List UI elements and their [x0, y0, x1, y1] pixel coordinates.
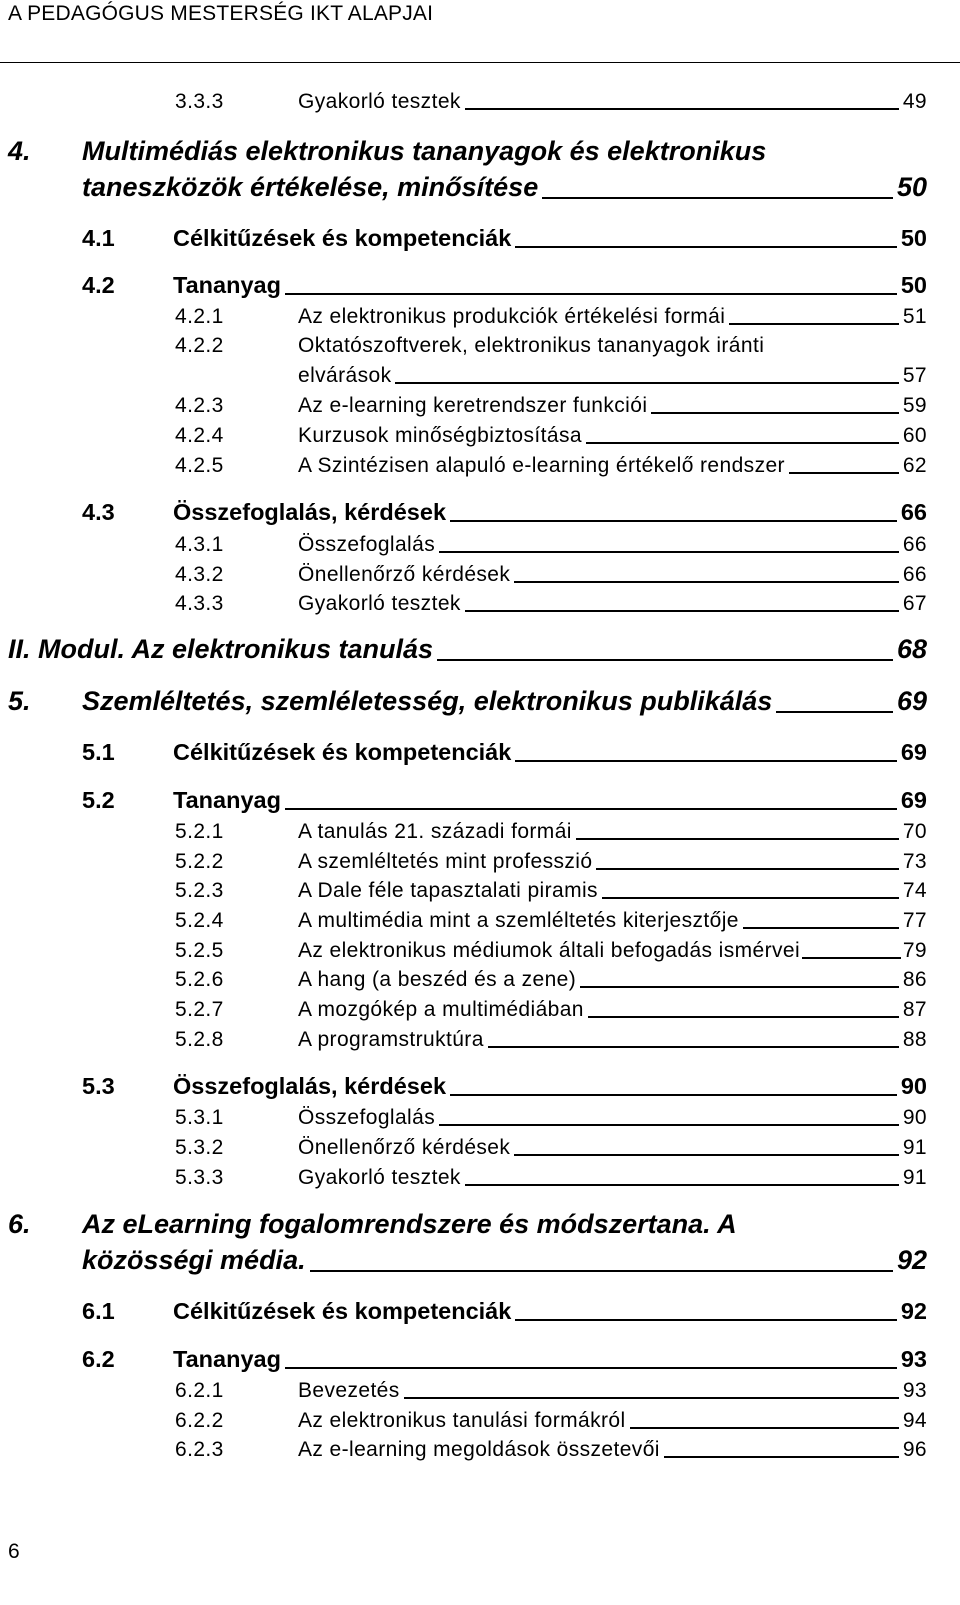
toc-leader	[576, 838, 899, 840]
toc-page: 50	[900, 225, 927, 251]
toc-number: 5.2.7	[175, 998, 224, 1021]
toc-page: 77	[902, 909, 927, 932]
toc-title: Célkitűzések és kompetenciák	[173, 225, 512, 251]
toc-leader	[802, 957, 901, 959]
toc-page: 90	[902, 1106, 927, 1129]
toc-number: 5.2.2	[175, 850, 224, 873]
toc-title: A szemléltetés mint professzió	[298, 850, 593, 873]
toc-entry-4-2-2[interactable]	[298, 364, 927, 388]
toc-entry-4-3-2[interactable]	[175, 563, 927, 587]
toc-page: 69	[900, 739, 927, 765]
running-header: A PEDAGÓGUS MESTERSÉG IKT ALAPJAI	[8, 2, 434, 25]
toc-page: 96	[902, 1438, 927, 1461]
toc-leader	[285, 1367, 897, 1369]
toc-title: Tananyag	[173, 1346, 281, 1372]
toc-leader	[602, 897, 899, 899]
toc-number: 4.2.2	[175, 334, 224, 357]
toc-leader	[514, 581, 899, 583]
toc-page: 51	[902, 305, 927, 328]
toc-leader	[439, 1124, 899, 1126]
toc-number: 5.2	[82, 787, 115, 813]
toc-title: Tananyag	[173, 272, 281, 298]
toc-page: 93	[900, 1346, 927, 1372]
toc-leader	[515, 246, 897, 248]
toc-entry-5-3-1[interactable]	[175, 1106, 927, 1130]
toc-number: 4.2.5	[175, 454, 224, 477]
toc-number: 6.1	[82, 1298, 115, 1324]
toc-leader	[395, 382, 898, 384]
toc-leader	[515, 760, 897, 762]
toc-number: 5.3.1	[175, 1106, 224, 1129]
toc-entry-6-line1[interactable]	[8, 1209, 737, 1240]
toc-title: Az elektronikus produkciók értékelési formái	[298, 305, 726, 328]
toc-leader	[729, 323, 899, 325]
toc-entry-5-2-4[interactable]	[175, 909, 927, 933]
toc-leader	[596, 868, 898, 870]
toc-title: Kurzusok minőségbiztosítása	[298, 424, 582, 447]
toc-number: 5.1	[82, 739, 115, 765]
toc-title: közösségi média.	[82, 1245, 306, 1275]
toc-number: 5.3.3	[175, 1166, 224, 1189]
toc-entry-6-1[interactable]	[82, 1298, 927, 1325]
toc-page: 49	[902, 90, 927, 113]
toc-leader	[404, 1397, 899, 1399]
toc-number: 4.2.4	[175, 424, 224, 447]
toc-leader	[465, 610, 899, 612]
toc-entry-4-2[interactable]	[82, 272, 927, 299]
toc-entry-5-2-2[interactable]	[175, 850, 927, 874]
toc-title: Célkitűzések és kompetenciák	[173, 739, 512, 765]
toc-title: II. Modul. Az elektronikus tanulás	[8, 634, 434, 664]
toc-leader	[651, 412, 898, 414]
toc-page: 62	[902, 454, 927, 477]
toc-entry-6-2-2[interactable]	[175, 1409, 927, 1433]
toc-leader	[588, 1016, 899, 1018]
toc-entry-5-2-5[interactable]	[175, 939, 927, 963]
toc-leader	[542, 197, 893, 199]
toc-number: 4.3.2	[175, 563, 224, 586]
toc-title: Az e-learning megoldások összetevői	[298, 1438, 660, 1461]
toc-leader	[514, 1154, 899, 1156]
toc-leader	[586, 442, 899, 444]
toc-leader	[310, 1270, 893, 1272]
toc-leader	[664, 1456, 899, 1458]
toc-leader	[437, 659, 893, 661]
toc-entry-5[interactable]	[8, 686, 927, 717]
toc-title: elvárások	[298, 364, 392, 387]
toc-entry-6-2[interactable]	[82, 1346, 927, 1373]
toc-title: Összefoglalás	[298, 1106, 436, 1129]
toc-page: 69	[900, 787, 927, 813]
toc-entry-5-2-8[interactable]	[175, 1028, 927, 1052]
toc-entry-5-3-2[interactable]	[175, 1136, 927, 1160]
toc-entry-4-2-1[interactable]	[175, 305, 927, 329]
toc-page: 92	[896, 1245, 927, 1275]
toc-entry-5-1[interactable]	[82, 739, 927, 766]
toc-title: Összefoglalás	[298, 533, 436, 556]
toc-leader	[743, 927, 899, 929]
toc-number: 5.2.4	[175, 909, 224, 932]
toc-page: 66	[902, 533, 927, 556]
toc-page: 69	[896, 686, 927, 716]
toc-entry-4-line1[interactable]	[8, 136, 927, 167]
toc-entry-5-2-3[interactable]	[175, 879, 927, 903]
toc-entry-6[interactable]	[82, 1245, 927, 1276]
toc-title: Gyakorló tesztek	[298, 90, 461, 113]
toc-title: Tananyag	[173, 787, 281, 813]
toc-entry-6-2-3[interactable]	[175, 1438, 927, 1462]
toc-entry-4-3-1[interactable]	[175, 533, 927, 557]
toc-number: 5.3.2	[175, 1136, 224, 1159]
toc-page: 91	[902, 1136, 927, 1159]
toc-leader	[465, 108, 899, 110]
toc-entry-4-2-5[interactable]	[175, 454, 927, 478]
toc-page: 86	[902, 968, 927, 991]
toc-page: 90	[900, 1073, 927, 1099]
toc-page: 94	[902, 1409, 927, 1432]
toc-number: 5.2.8	[175, 1028, 224, 1051]
toc-number: 4.3.3	[175, 592, 224, 615]
toc-title: Az elektronikus médiumok általi befogadás ismérvei	[298, 939, 801, 962]
toc-page: 70	[902, 820, 927, 843]
toc-title: Szemléltetés, szemléletesség, elektronikus publikálás	[82, 686, 773, 716]
toc-title: A Dale féle tapasztalati piramis	[298, 879, 598, 902]
toc-number: 6.2.1	[175, 1379, 224, 1402]
toc-page: 74	[902, 879, 927, 902]
toc-page: 79	[902, 939, 927, 962]
toc-number: 4.2.1	[175, 305, 224, 328]
toc-page: 91	[902, 1166, 927, 1189]
toc-number: 5.	[8, 686, 31, 716]
toc-entry-5-3-3[interactable]	[175, 1166, 927, 1190]
toc-title: Összefoglalás, kérdések	[173, 1073, 447, 1099]
toc-entry-5-2-7[interactable]	[175, 998, 927, 1022]
toc-number: 3.3.3	[175, 90, 224, 113]
toc-page: 59	[902, 394, 927, 417]
toc-leader	[580, 986, 899, 988]
toc-title: Célkitűzések és kompetenciák	[173, 1298, 512, 1324]
header-rule	[0, 62, 960, 63]
toc-title: taneszközök értékelése, minősítése	[82, 172, 539, 202]
toc-leader	[285, 293, 897, 295]
toc-leader	[465, 1184, 899, 1186]
toc-entry-4-3[interactable]	[82, 499, 927, 526]
toc-number: 6.2	[82, 1346, 115, 1372]
toc-number: 5.2.3	[175, 879, 224, 902]
toc-page: 50	[900, 272, 927, 298]
toc-title: Oktatószoftverek, elektronikus tananyagok iránti	[298, 334, 765, 357]
toc-title: Gyakorló tesztek	[298, 592, 461, 615]
toc-title: A multimédia mint a szemléltetés kiterjesztője	[298, 909, 739, 932]
toc-entry-4-1[interactable]	[82, 225, 927, 252]
toc-entry-5-3[interactable]	[82, 1073, 927, 1100]
toc-entry-4-2-2-line1[interactable]	[175, 334, 764, 358]
toc-entry-4-2-4[interactable]	[175, 424, 927, 448]
toc-title: Bevezetés	[298, 1379, 400, 1402]
toc-entry-5-2-1[interactable]	[175, 820, 927, 844]
toc-entry-4-3-3[interactable]	[175, 592, 927, 616]
toc-leader	[776, 711, 893, 713]
toc-title: A Szintézisen alapuló e-learning értékelő rendszer	[298, 454, 785, 477]
toc-title: Az eLearning fogalomrendszere és módszertana. A	[82, 1209, 737, 1239]
toc-entry-4-2-3[interactable]	[175, 394, 927, 418]
toc-page: 88	[902, 1028, 927, 1051]
toc-leader	[630, 1427, 899, 1429]
toc-title: Összefoglalás, kérdések	[173, 499, 447, 525]
toc-page: 66	[902, 563, 927, 586]
toc-title: A mozgókép a multimédiában	[298, 998, 584, 1021]
toc-entry-6-2-1[interactable]	[175, 1379, 927, 1403]
toc-title: A programstruktúra	[298, 1028, 484, 1051]
toc-leader	[285, 808, 897, 810]
toc-page: 50	[896, 172, 927, 202]
page-number: 6	[8, 1540, 20, 1563]
toc-entry-module-2[interactable]	[8, 634, 927, 665]
toc-number: 4.3	[82, 499, 115, 525]
toc-page: 92	[900, 1298, 927, 1324]
toc-title: Az elektronikus tanulási formákról	[298, 1409, 626, 1432]
toc-entry-4[interactable]	[82, 172, 927, 203]
toc-page: 57	[902, 364, 927, 387]
toc-number: 4.3.1	[175, 533, 224, 556]
toc-title: Multimédiás elektronikus tananyagok és elektronikus	[82, 136, 767, 166]
toc-number: 6.	[8, 1209, 31, 1239]
toc-page: 67	[902, 592, 927, 615]
toc-number: 4.2.3	[175, 394, 224, 417]
toc-number: 4.	[8, 136, 31, 166]
toc-number: 6.2.3	[175, 1438, 224, 1461]
toc-leader	[789, 472, 899, 474]
toc-page: 60	[902, 424, 927, 447]
toc-leader	[450, 1094, 897, 1096]
toc-title: Az e-learning keretrendszer funkciói	[298, 394, 648, 417]
toc-title: Önellenőrző kérdések	[298, 563, 511, 586]
toc-page: 66	[900, 499, 927, 525]
toc-page: 87	[902, 998, 927, 1021]
toc-entry-5-2-6[interactable]	[175, 968, 927, 992]
toc-number: 4.1	[82, 225, 115, 251]
toc-leader	[439, 551, 899, 553]
toc-title: Gyakorló tesztek	[298, 1166, 461, 1189]
toc-number: 5.2.5	[175, 939, 224, 962]
toc-page: 68	[896, 634, 927, 664]
toc-number: 5.2.6	[175, 968, 224, 991]
toc-leader	[515, 1319, 897, 1321]
toc-number: 4.2	[82, 272, 115, 298]
toc-entry-3-3-3[interactable]	[175, 90, 927, 114]
toc-number: 5.3	[82, 1073, 115, 1099]
toc-number: 5.2.1	[175, 820, 224, 843]
toc-leader	[488, 1046, 899, 1048]
toc-entry-5-2[interactable]	[82, 787, 927, 814]
toc-page: 73	[902, 850, 927, 873]
toc-title: A tanulás 21. századi formái	[298, 820, 572, 843]
toc-page: 93	[902, 1379, 927, 1402]
toc-number: 6.2.2	[175, 1409, 224, 1432]
toc-title: A hang (a beszéd és a zene)	[298, 968, 577, 991]
toc-title: Önellenőrző kérdések	[298, 1136, 511, 1159]
toc-leader	[450, 520, 897, 522]
